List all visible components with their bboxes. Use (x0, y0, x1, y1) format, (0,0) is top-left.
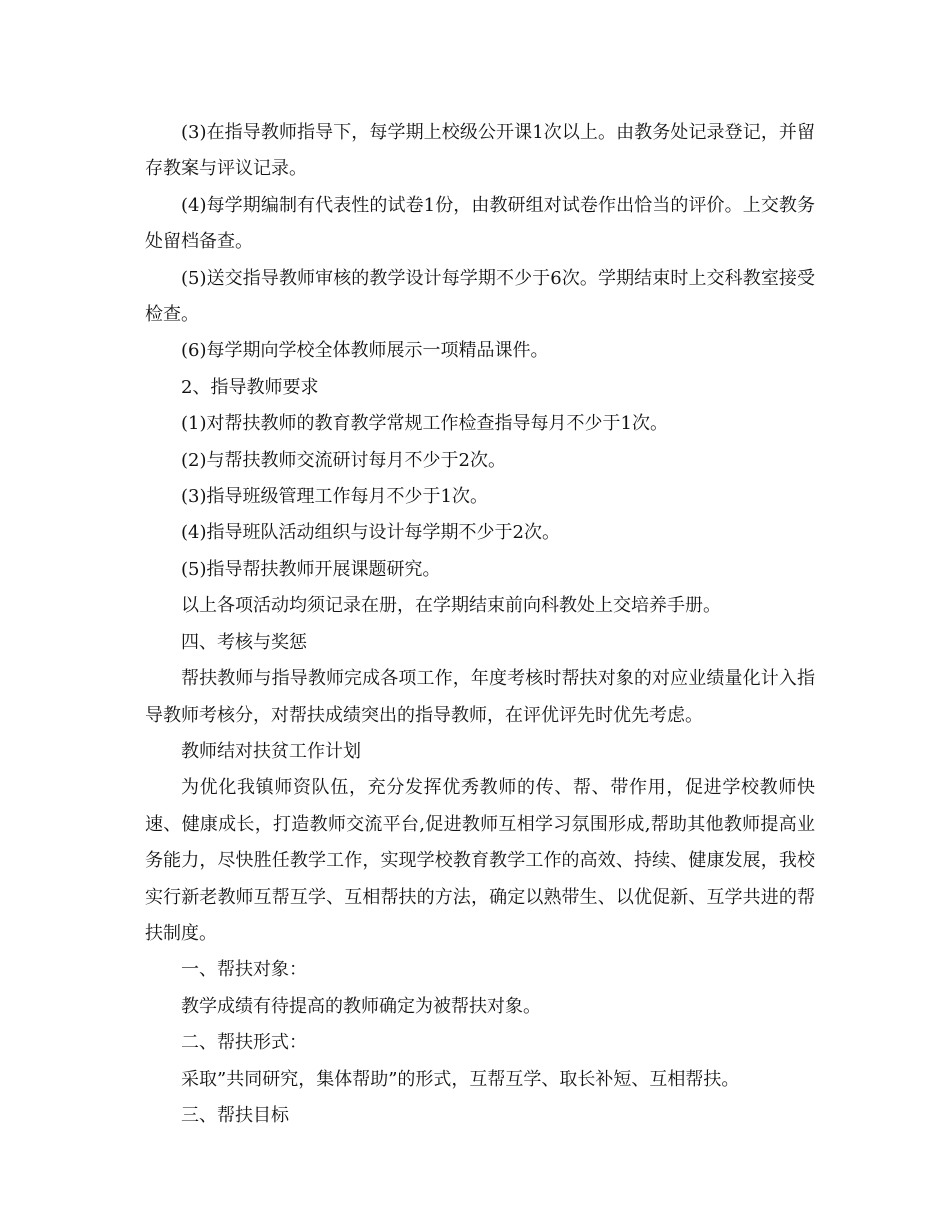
paragraph-item-6: (6)每学期向学校全体教师展示一项精品课件。 (181, 340, 549, 362)
section-heading-assessment: 四、考核与奖惩 (181, 631, 307, 653)
document-body (145, 115, 815, 1134)
paragraph-mentor-4: (4)指导班队活动组织与设计每学期不少于2次。 (181, 522, 560, 544)
paragraph-item-3: (3)在指导教师指导下，每学期上校级公开课1次以上。由教务处记录登记，并留存教案与评议记录。 (145, 122, 815, 180)
paragraph-assessment: 帮扶教师与指导教师完成各项工作，年度考核时帮扶对象的对应业绩量化计入指导教师考核分，对帮扶成绩突出的指导教师，在评优评先时优先考虑。 (145, 668, 815, 726)
paragraph-mentor-2: (2)与帮扶教师交流研讨每月不少于2次。 (181, 449, 506, 471)
plan-title: 教师结对扶贫工作计划 (181, 740, 361, 762)
paragraph-targets: 教学成绩有待提高的教师确定为被帮扶对象。 (181, 995, 541, 1017)
paragraph-mentor-3: (3)指导班级管理工作每月不少于1次。 (181, 486, 488, 508)
section-heading-mentor-requirements: 2、指导教师要求 (181, 376, 319, 398)
paragraph-records-note: 以上各项活动均须记录在册，在学期结束前向科教处上交培养手册。 (181, 595, 721, 617)
paragraph-item-5: (5)送交指导教师审核的教学设计每学期不少于6次。学期结束时上交科教室接受检查。 (145, 267, 815, 326)
paragraph-mentor-1: (1)对帮扶教师的教育教学常规工作检查指导每月不少于1次。 (181, 413, 668, 435)
section-heading-targets: 一、帮扶对象： (181, 959, 307, 981)
paragraph-item-4: (4)每学期编制有代表性的试卷1份，由教研组对试卷作出恰当的评价。上交教务处留档备查。 (145, 194, 815, 253)
section-heading-goals: 三、帮扶目标 (181, 1104, 289, 1126)
paragraph-plan-intro: 为优化我镇师资队伍，充分发挥优秀教师的传、帮、带作用，促进学校教师快速、健康成长，打造教师交流平台,促进教师互相学习氛围形成,帮助其他教师提高业务能力，尽快胜任教学工作，实现学校教育教学工作的高效、持续、健康发展，我校实行新老教师互帮互学、互相帮扶的方法，确定以熟带生、以优促新、互学共进的帮扶制度。 (145, 777, 815, 944)
paragraph-forms: 采取”共同研究，集体帮助”的形式，互帮互学、取长补短、互相帮扶。 (181, 1068, 740, 1090)
paragraph-mentor-5: (5)指导帮扶教师开展课题研究。 (181, 558, 441, 580)
section-heading-forms: 二、帮扶形式： (181, 1032, 307, 1054)
